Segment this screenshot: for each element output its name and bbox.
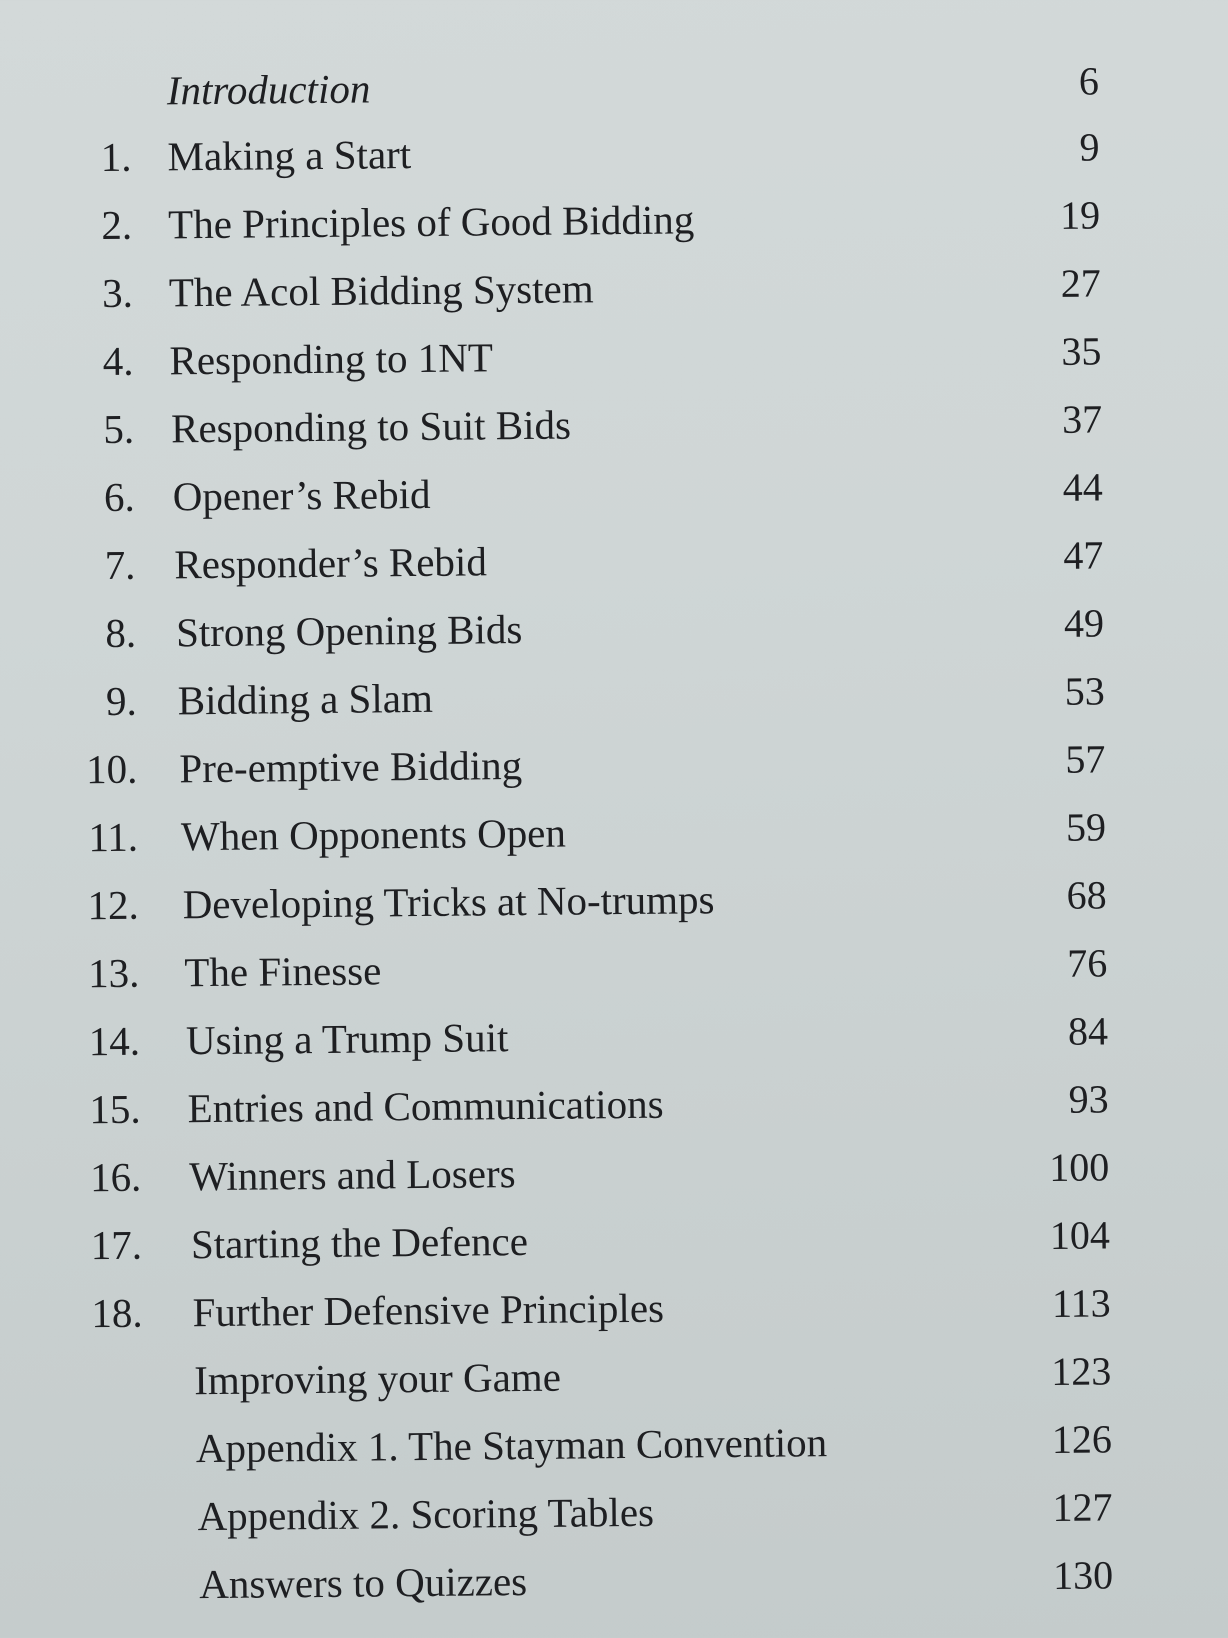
toc-entry-title: Opener’s Rebid [172,470,431,520]
toc-entry-page: 53 [1064,668,1105,714]
toc-entry-number: 13. [87,949,140,997]
toc-entry-page: 9 [1079,124,1100,170]
toc-entry-number: 4. [102,337,134,385]
toc-entry-number [15,1555,145,1556]
toc-entry-title: Appendix 2. Scoring Tables [197,1488,655,1540]
toc-entry-page: 49 [1063,600,1105,646]
toc-entry-page: 57 [1065,736,1106,782]
toc-entry-number: 14. [88,1017,141,1065]
toc-entry-title: Responding to 1NT [169,334,494,384]
toc-entry-title: The Finesse [184,947,382,996]
toc-entry-page: 100 [1049,1144,1110,1190]
toc-entry-18 [12,1272,1228,1344]
toc-entry-page: 47 [1063,532,1104,578]
toc-entry-page: 130 [1052,1552,1114,1598]
toc-entry-8 [6,592,1228,664]
toc-entry-page: 27 [1060,260,1101,306]
toc-entry-title: Entries and Communications [187,1080,664,1132]
toc-entry-3 [3,252,1228,324]
toc-entry-page: 59 [1065,804,1107,850]
toc-entry-number: 2. [101,201,133,249]
toc-entry-6 [4,456,1228,528]
toc-entry-title: Improving your Game [194,1353,562,1404]
toc-entry-4 [3,320,1228,392]
toc-entry-page: 35 [1061,328,1102,374]
toc-entry-number [14,1487,144,1488]
toc-entry-number: 8. [105,609,137,657]
toc-entry-page: 93 [1068,1076,1109,1122]
toc-entry-number: 10. [85,745,138,793]
toc-entry-page: 127 [1052,1484,1113,1530]
toc-entry-title: Starting the Defence [190,1217,529,1268]
toc-entry-number: 6. [103,473,135,521]
toc-entry-5 [4,388,1228,460]
toc-entry-17 [12,1204,1228,1276]
toc-entry-title: Appendix 1. The Stayman Convention [195,1419,828,1472]
toc-entry-number: 16. [89,1153,142,1201]
toc-entry-number: 3. [101,269,134,317]
toc-entry-answers-to-quizzes [15,1544,1228,1616]
toc-entry-page: 84 [1067,1008,1109,1054]
toc-entry-title: Using a Trump Suit [185,1014,509,1064]
toc-entry-16 [11,1136,1228,1208]
toc-entry-title: Making a Start [167,131,412,180]
toc-entry-title: Developing Tricks at No-trumps [182,876,715,928]
toc-entry-title: When Opponents Open [180,809,567,860]
toc-entry-number: 9. [105,677,137,725]
toc-entry-14 [10,1000,1228,1072]
toc-entry-title: Further Defensive Principles [192,1284,665,1336]
toc-entry-page: 126 [1051,1416,1113,1462]
toc-entry-title: Answers to Quizzes [198,1558,528,1608]
toc-entry-improving-your-game [13,1340,1228,1412]
toc-entry-number: 1. [100,133,132,181]
toc-entry-appendix-2 [14,1476,1228,1548]
toc-entry-number: 12. [87,881,139,929]
toc-entry-number [13,1351,143,1352]
toc-entry-number [1,61,131,62]
toc-entry-page: 113 [1051,1280,1111,1326]
toc-entry-title: Responder’s Rebid [174,538,488,588]
toc-entry-title: Bidding a Slam [177,674,434,724]
toc-entry-page: 104 [1049,1212,1111,1258]
toc-entry-number: 18. [91,1289,143,1337]
toc-entry-page: 76 [1067,940,1108,986]
toc-entry-page: 123 [1050,1348,1112,1394]
toc-entry-title: Responding to Suit Bids [170,401,572,452]
toc-entry-title: The Principles of Good Bidding [167,196,695,248]
toc-entry-number: 5. [103,405,135,453]
toc-entry-title: Strong Opening Bids [175,606,523,656]
toc-entry-page: 68 [1066,872,1107,918]
toc-entry-appendix-1 [14,1408,1228,1480]
toc-entry-7 [5,524,1228,596]
toc-entry-15 [10,1068,1228,1140]
toc-entry-title: Winners and Losers [189,1150,516,1200]
toc-entry-page: 6 [1078,58,1100,104]
toc-entry-2 [2,184,1228,256]
toc-entry-page: 37 [1061,396,1103,442]
toc-entry-13 [9,932,1228,1004]
toc-entry-10 [7,728,1228,800]
toc-entry-12 [8,864,1228,936]
toc-entry-11 [8,796,1228,868]
toc-entry-title: Introduction [166,65,371,114]
toc-entry-number: 7. [104,541,136,589]
toc-entry-introduction [1,50,1228,122]
toc-entry-number [14,1419,144,1420]
toc-entry-title: The Acol Bidding System [168,265,594,316]
toc-entry-page: 19 [1059,192,1101,238]
toc-entry-number: 11. [88,813,139,861]
toc-entry-1 [1,116,1228,188]
toc-entry-page: 44 [1062,464,1103,510]
toc-entry-number: 15. [89,1085,141,1133]
toc-entry-number: 17. [90,1221,143,1269]
toc-entry-title: Pre-emptive Bidding [179,742,523,792]
toc-entry-9 [6,660,1228,732]
